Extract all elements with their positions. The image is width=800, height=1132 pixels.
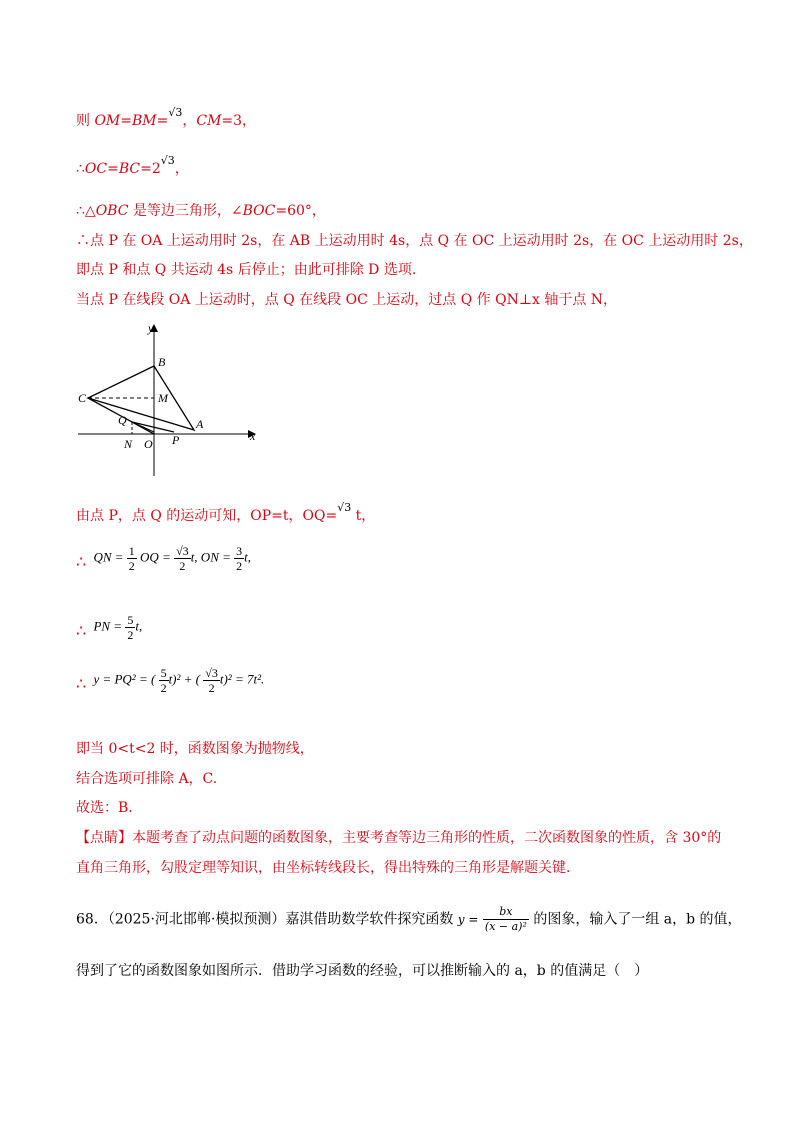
line-time-analysis: ∴点 P 在 OA 上运动用时 2s，在 AB 上运动用时 4s，点 Q 在 OC 上运动用时 2s，在 OC 上运动用时 2s， [76, 233, 753, 249]
line-op-oq: 由点 P，点 Q 的运动可知，OP=t，OQ=$^{√3}$ t， [76, 501, 376, 524]
line-comment-1: 【点睛】本题考查了动点问题的函数图象，主要考查等边三角形的性质，二次函数图象的性质，含 30°的 [76, 830, 722, 846]
question-68-line2: 得到了它的函数图象如图所示．借助学习函数的经验，可以推断输入的 a，b 的值满足（ ） [76, 963, 649, 979]
formula-pn: ∴ PN = $\frac{5}{2}$ t, [76, 613, 143, 642]
line-stop-4s: 即点 P 和点 Q 共运动 4s 后停止；由此可排除 D 选项. [76, 262, 417, 278]
segment-qp [132, 422, 174, 432]
line-equilateral: ∴△OBC 是等边三角形，∠BOC=60°， [76, 203, 326, 219]
label-x: x [250, 429, 256, 443]
label-m: M [158, 391, 168, 405]
question-68-line1: 68．（2025·河北邯郸·模拟预测）嘉淇借助数学软件探究函数 y = $\frac{bx}{\text{(x − a)²}}$ 的图象，输入了一组 a，b 的值， [76, 905, 742, 933]
coordinate-diagram [78, 320, 258, 476]
formula-y-pq: ∴ y = PQ² = ( $\frac{5}{2}$ t)² + ( $\frac{√3}{2}$ t)² = 7t². [76, 666, 265, 695]
label-o: O [144, 437, 153, 451]
label-y: y [148, 321, 154, 335]
line-oc-bc: $\therefore OC=BC=2^{√3}$， [76, 154, 189, 177]
line-om-bm: 则 OM=BM=$^{√3}$，CM=3， [76, 106, 257, 129]
line-answer: 故选：B. [76, 800, 133, 816]
label-b: B [158, 355, 166, 369]
line-exclude-ac: 结合选项可排除 A，C. [76, 771, 218, 787]
line-comment-2: 直角三角形，勾股定理等知识，由坐标转线段长，得出特殊的三角形是解题关键. [76, 860, 571, 876]
label-c: C [78, 391, 87, 405]
formula-qn-on: ∴ QN = $\frac{1}{2}$ OQ = $\frac{√3}{2}$ t, ON = $\frac{3}{2}$ t, [76, 544, 252, 573]
label-n: N [124, 437, 133, 451]
line-construct-qn: 当点 P 在线段 OA 上运动时，点 Q 在线段 OC 上运动，过点 Q 作 QN⊥x 轴于点 N， [76, 292, 618, 308]
label-q: Q [118, 413, 127, 427]
line-parabola: 即当 0<t<2 时，函数图象为抛物线， [76, 741, 314, 757]
label-p: P [172, 433, 180, 447]
label-a: A [196, 417, 204, 431]
